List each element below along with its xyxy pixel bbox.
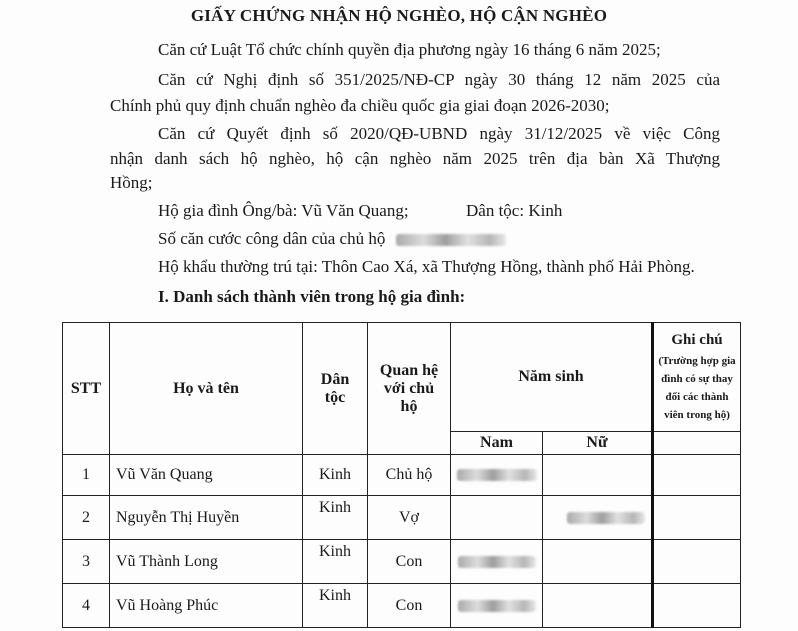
household-address: Hộ khẩu thường trú tại: Thôn Cao Xá, xã Thượng Hồng, thành phố Hải Phòng. [158,257,695,276]
row-birth-female [543,584,653,628]
members-table [62,322,741,628]
row-birth-female [543,455,653,496]
header-note-title: Ghi chú [671,331,723,348]
header-note-detail: (Trường hợp gia đình có sự thay đổi các thành viên trong hộ) [658,354,736,421]
row-birth-male [451,496,543,540]
row-stt: 3 [63,540,110,584]
row-birth-male [451,540,543,584]
legal-basis-4: Căn cứ Quyết định số 2020/QĐ-UBND ngày 31/12/2025 về việc Công [158,124,720,143]
household-ethnicity: Dân tộc: Kinh [466,201,563,220]
header-male: Nam [451,432,543,455]
header-note [653,323,741,432]
row-birth-male [451,455,543,496]
row-birth-female [543,496,653,540]
header-name: Họ và tên [110,323,303,455]
table-row [63,496,741,540]
legal-basis-5: nhận danh sách hộ nghèo, hộ cận nghèo năm 2025 trên địa bàn Xã Thượng [110,149,720,168]
row-birth-male [451,584,543,628]
row-name: Vũ Hoàng Phúc [110,584,303,628]
row-note [653,540,741,584]
row-name: Vũ Văn Quang [110,455,303,496]
redacted-birth [567,512,645,524]
row-ethnicity: Kinh [303,540,368,584]
row-name: Vũ Thành Long [110,540,303,584]
header-stt: STT [63,323,110,455]
row-ethnicity: Kinh [303,455,368,496]
row-note [653,584,741,628]
row-stt: 1 [63,455,110,496]
citizen-id-line [158,229,506,249]
header-ethnicity: Dân tộc [303,323,368,455]
section-title: I. Danh sách thành viên trong hộ gia đình: [158,287,466,306]
legal-basis-2: Căn cứ Nghị định số 351/2025/NĐ-CP ngày 30 tháng 12 năm 2025 của [158,70,720,89]
household-head: Hộ gia đình Ông/bà: Vũ Văn Quang; [158,201,409,220]
row-note [653,455,741,496]
header-note-blank [653,432,741,455]
table-row [63,540,741,584]
row-stt: 4 [63,584,110,628]
redacted-birth [458,600,536,612]
row-birth-female [543,540,653,584]
redacted-birth [457,469,537,481]
row-ethnicity: Kinh [303,584,368,628]
row-ethnicity: Kinh [303,496,368,540]
document-title: GIẤY CHỨNG NHẬN HỘ NGHÈO, HỘ CẬN NGHÈO [190,6,608,25]
header-birth-year: Năm sinh [451,323,653,432]
row-note [653,496,741,540]
table-row [63,584,741,628]
redacted-id [396,234,506,246]
row-stt: 2 [63,496,110,540]
citizen-id-label: Số căn cước công dân của chủ hộ [158,229,386,248]
legal-basis-3: Chính phủ quy định chuẩn nghèo đa chiều quốc gia giai đoạn 2026-2030; [110,96,610,115]
table-row [63,455,741,496]
row-relation: Con [368,540,451,584]
row-relation: Vợ [368,496,451,540]
legal-basis-6: Hồng; [110,173,153,192]
row-relation: Con [368,584,451,628]
header-female: Nữ [543,432,653,455]
row-relation: Chủ hộ [368,455,451,496]
redacted-birth [458,556,536,568]
legal-basis-1: Căn cứ Luật Tổ chức chính quyền địa phương ngày 16 tháng 6 năm 2025; [158,40,661,59]
row-name: Nguyễn Thị Huyền [110,496,303,540]
header-relation: Quan hệ với chủ hộ [368,323,451,455]
